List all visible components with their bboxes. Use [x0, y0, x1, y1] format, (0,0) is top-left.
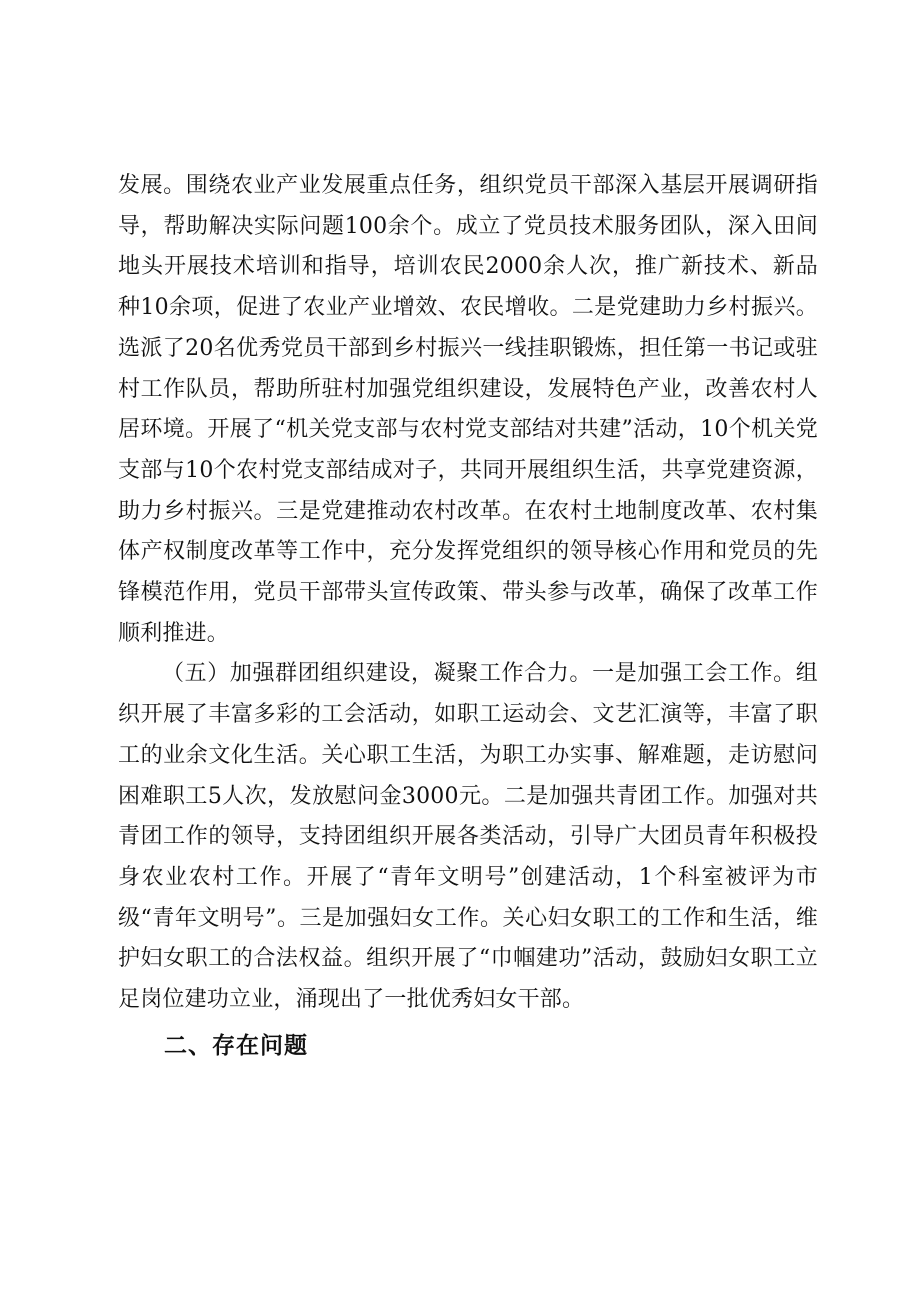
- paragraph-mass-organizations: （五）加强群团组织建设，凝聚工作合力。一是加强工会工作。组织开展了丰富多彩的工会活动，如职工运动会、文艺汇演等，丰富了职工的业余文化生活。关心职工生活，为职工办实事、解难题，走访慰问困难职工5人次，发放慰问金3000元。二是加强共青团工作。加强对共青团工作的领导，支持团组织开展各类活动，引导广大团员青年积极投身农业农村工作。开展了“青年文明号”创建活动，1个科室被评为市级“青年文明号”。三是加强妇女工作。关心妇女职工的工作和生活，维护妇女职工的合法权益。组织开展了“巾帼建功”活动，鼓励妇女职工立足岗位建功立业，涌现出了一批优秀妇女干部。: [118, 661, 818, 1013]
- paragraph-party-building-rural: 发展。围绕农业产业发展重点任务，组织党员干部深入基层开展调研指导，帮助解决实际问题100余个。成立了党员技术服务团队，深入田间地头开展技术培训和指导，培训农民2000余人次，推广新技术、新品种10余项，促进了农业产业增效、农民增收。二是党建助力乡村振兴。选派了20名优秀党员干部到乡村振兴一线挂职锻炼，担任第一书记或驻村工作队员，帮助所驻村加强党组织建设，发展特色产业，改善农村人居环境。开展了“机关党支部与农村党支部结对共建”活动，10个机关党支部与10个农村党支部结成对子，共同开展组织生活，共享党建资源，助力乡村振兴。三是党建推动农村改革。在农村土地制度改革、农村集体产权制度改革等工作中，充分发挥党组织的领导核心作用和党员的先锋模范作用，党员干部带头宣传政策、带头参与改革，确保了改革工作顺利推进。: [118, 173, 818, 646]
- section-heading-existing-problems: 二、存在问题: [164, 1032, 308, 1059]
- document-body: [118, 166, 818, 1071]
